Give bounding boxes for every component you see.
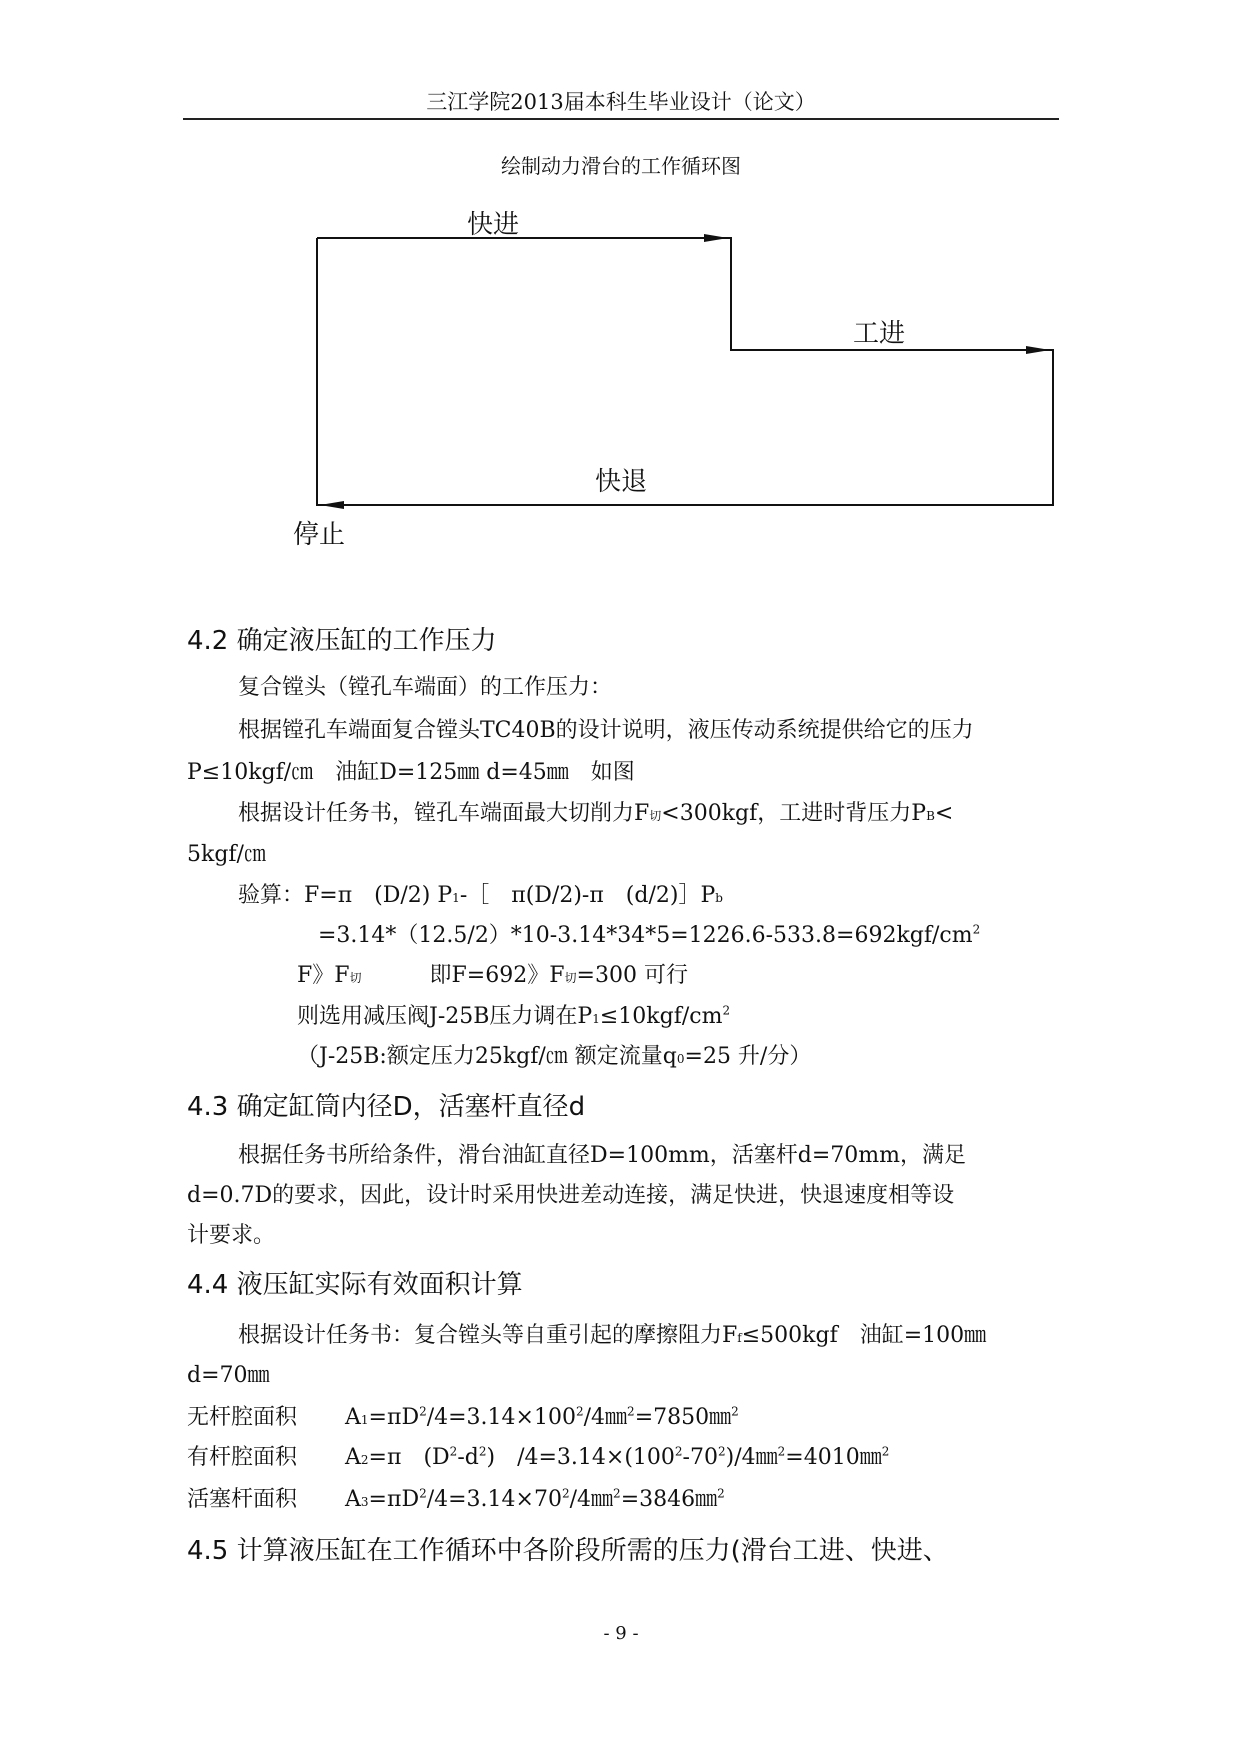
- section-heading-4-3: 4.3 确定缸筒内径D，活塞杆直径d: [187, 1092, 586, 1122]
- figure-caption: 绘制动力滑台的工作循环图: [501, 154, 741, 178]
- paragraph-line: 5kgf/㎝: [187, 842, 266, 867]
- label-work-feed: 工进: [853, 319, 906, 349]
- paragraph-line: 计要求。: [187, 1223, 276, 1248]
- formula-line: 则选用减压阀J-25B压力调在$P1\le 10kgf/cm^2$: [297, 1003, 731, 1029]
- paragraph-line: 根据设计任务书，镗孔车端面最大切削力F切<300kgf，工进时背压力PB<: [238, 801, 954, 826]
- page-header: 三江学院2013届本科生毕业设计（论文）: [426, 90, 816, 114]
- area-row-rod-side: 有杆腔面积 A2=π $(D^2-d^2)$ $/4=3.14\times(100^2-70^2)/4㎜^2=4010㎜^2$: [187, 1444, 890, 1470]
- label-fast-forward: 快进: [467, 210, 520, 240]
- area-row-rodless: 无杆腔面积 $A1=\pi D^2/4=3.14\times 100^2/4㎜^2=7850㎜^2$: [187, 1404, 739, 1430]
- fast-return-arrow: [320, 501, 344, 509]
- area-row-piston-rod: 活塞杆面积 $A3=\pi D^2/4=3.14\times 70^2/4㎜^2=3846㎜^2$: [187, 1486, 725, 1512]
- paragraph-line: d=0.7D的要求，因此，设计时采用快进差动连接，满足快进，快退速度相等设: [187, 1183, 955, 1208]
- work-feed-arrow: [1026, 346, 1050, 354]
- paragraph-line: 复合镗头（镗孔车端面）的工作压力：: [238, 675, 613, 700]
- paragraph-line: 根据任务书所给条件，滑台油缸直径D=100mm，活塞杆d=70mm，满足: [238, 1143, 967, 1168]
- paragraph-line: 根据设计任务书：复合镗头等自重引起的摩擦阻力Ff≤500kgf 油缸=100㎜: [238, 1323, 987, 1348]
- label-stop: 停止: [293, 520, 346, 550]
- page-number: - 9 -: [603, 1623, 639, 1644]
- fast-forward-arrow: [704, 234, 728, 242]
- section-heading-4-2: 4.2 确定液压缸的工作压力: [187, 626, 497, 656]
- section-heading-4-5: 4.5 计算液压缸在工作循环中各阶段所需的压力(滑台工进、快进、: [187, 1536, 949, 1566]
- section-heading-4-4: 4.4 液压缸实际有效面积计算: [187, 1270, 523, 1300]
- paragraph-line: d=70㎜: [187, 1363, 270, 1388]
- formula-line: 验算：F=π (D/2) P1-［ π(D/2)-π (d/2)］Pb: [238, 883, 723, 908]
- formula-line: $=3.14*(12.5/2)*10-3.14*34*5=1226.6-533.8=692kgf/cm^2$: [318, 922, 981, 948]
- fast-forward-path: [317, 238, 1053, 505]
- label-fast-return: 快退: [595, 467, 648, 497]
- formula-line: F》F切 即F=692》F切=300 可行: [297, 963, 688, 988]
- paragraph-line: P≤10kgf/㎝ 油缸D=125㎜ d=45㎜ 如图: [187, 760, 635, 785]
- paragraph-line: 根据镗孔车端面复合镗头TC40B的设计说明，液压传动系统提供给它的压力: [238, 718, 974, 743]
- formula-line: （J-25B:额定压力25kgf/㎝ 额定流量q0=25 升/分）: [297, 1044, 812, 1069]
